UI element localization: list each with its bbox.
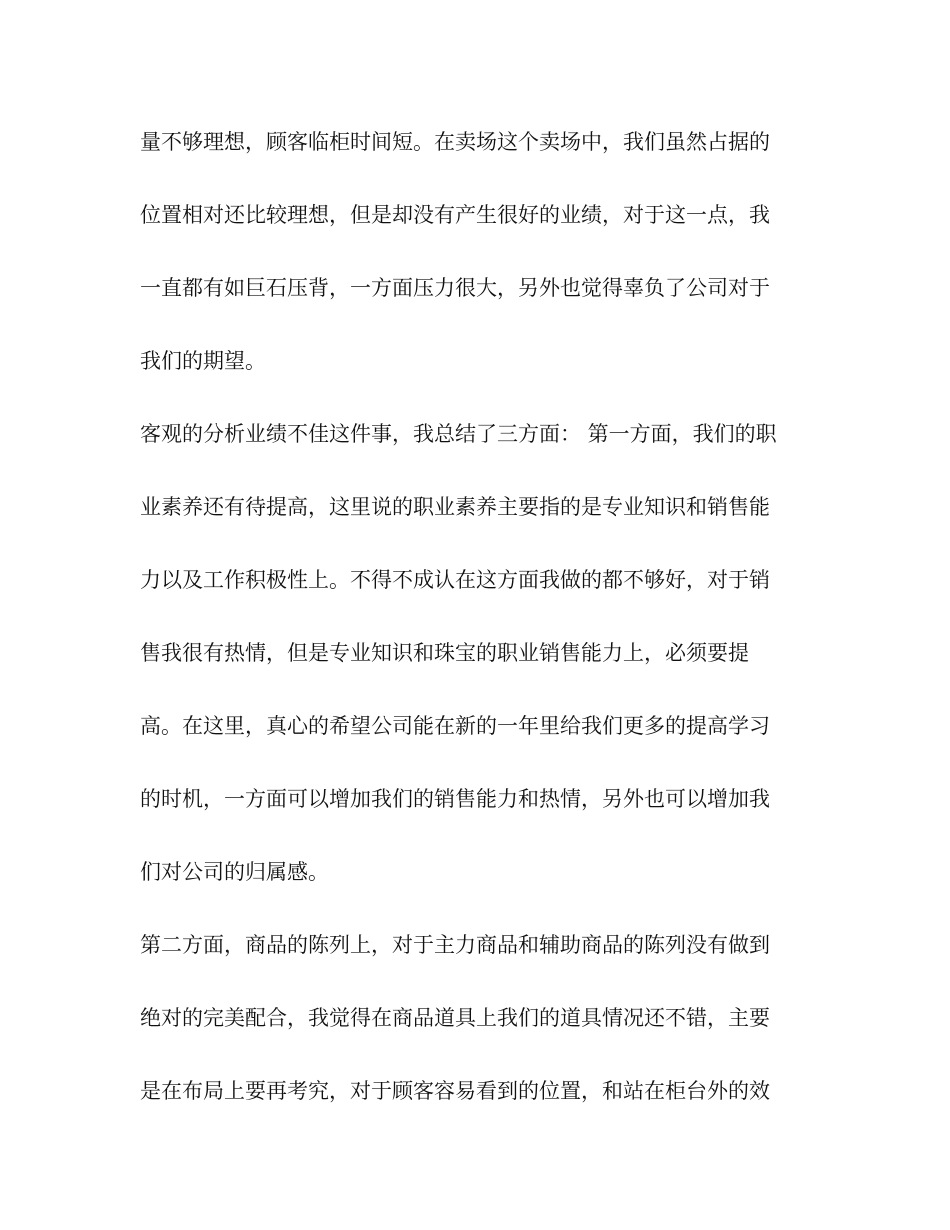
text-line: 量不够理想，顾客临柜时间短。在卖场这个卖场中，我们虽然占据的 (140, 130, 770, 154)
text-line: 我们的期望。 (140, 349, 266, 373)
text-line: 高。在这里，真心的希望公司能在新的一年里给我们更多的提高学习 (140, 714, 770, 738)
text-line: 第二方面，商品的陈列上，对于主力商品和辅助商品的陈列没有做到 (140, 933, 770, 957)
text-line: 售我很有热情，但是专业知识和珠宝的职业销售能力上，必须要提 (140, 641, 749, 665)
text-line: 是在布局上要再考究，对于顾客容易看到的位置，和站在柜台外的效 (140, 1079, 770, 1103)
text-line: 的时机，一方面可以增加我们的销售能力和热情，另外也可以增加我 (140, 787, 770, 811)
text-line: 位置相对还比较理想，但是却没有产生很好的业绩，对于这一点，我 (140, 203, 770, 227)
text-line: 们对公司的归属感。 (140, 860, 329, 884)
text-line: 力以及工作积极性上。不得不成认在这方面我做的都不够好，对于销 (140, 568, 770, 592)
text-line: 一直都有如巨石压背，一方面压力很大，另外也觉得辜负了公司对于 (140, 276, 770, 300)
text-line: 绝对的完美配合，我觉得在商品道具上我们的道具情况还不错，主要 (140, 1006, 770, 1030)
text-line: 客观的分析业绩不佳这件事，我总结了三方面： 第一方面，我们的职 (140, 422, 777, 446)
text-line: 业素养还有待提高，这里说的职业素养主要指的是专业知识和销售能 (140, 495, 770, 519)
